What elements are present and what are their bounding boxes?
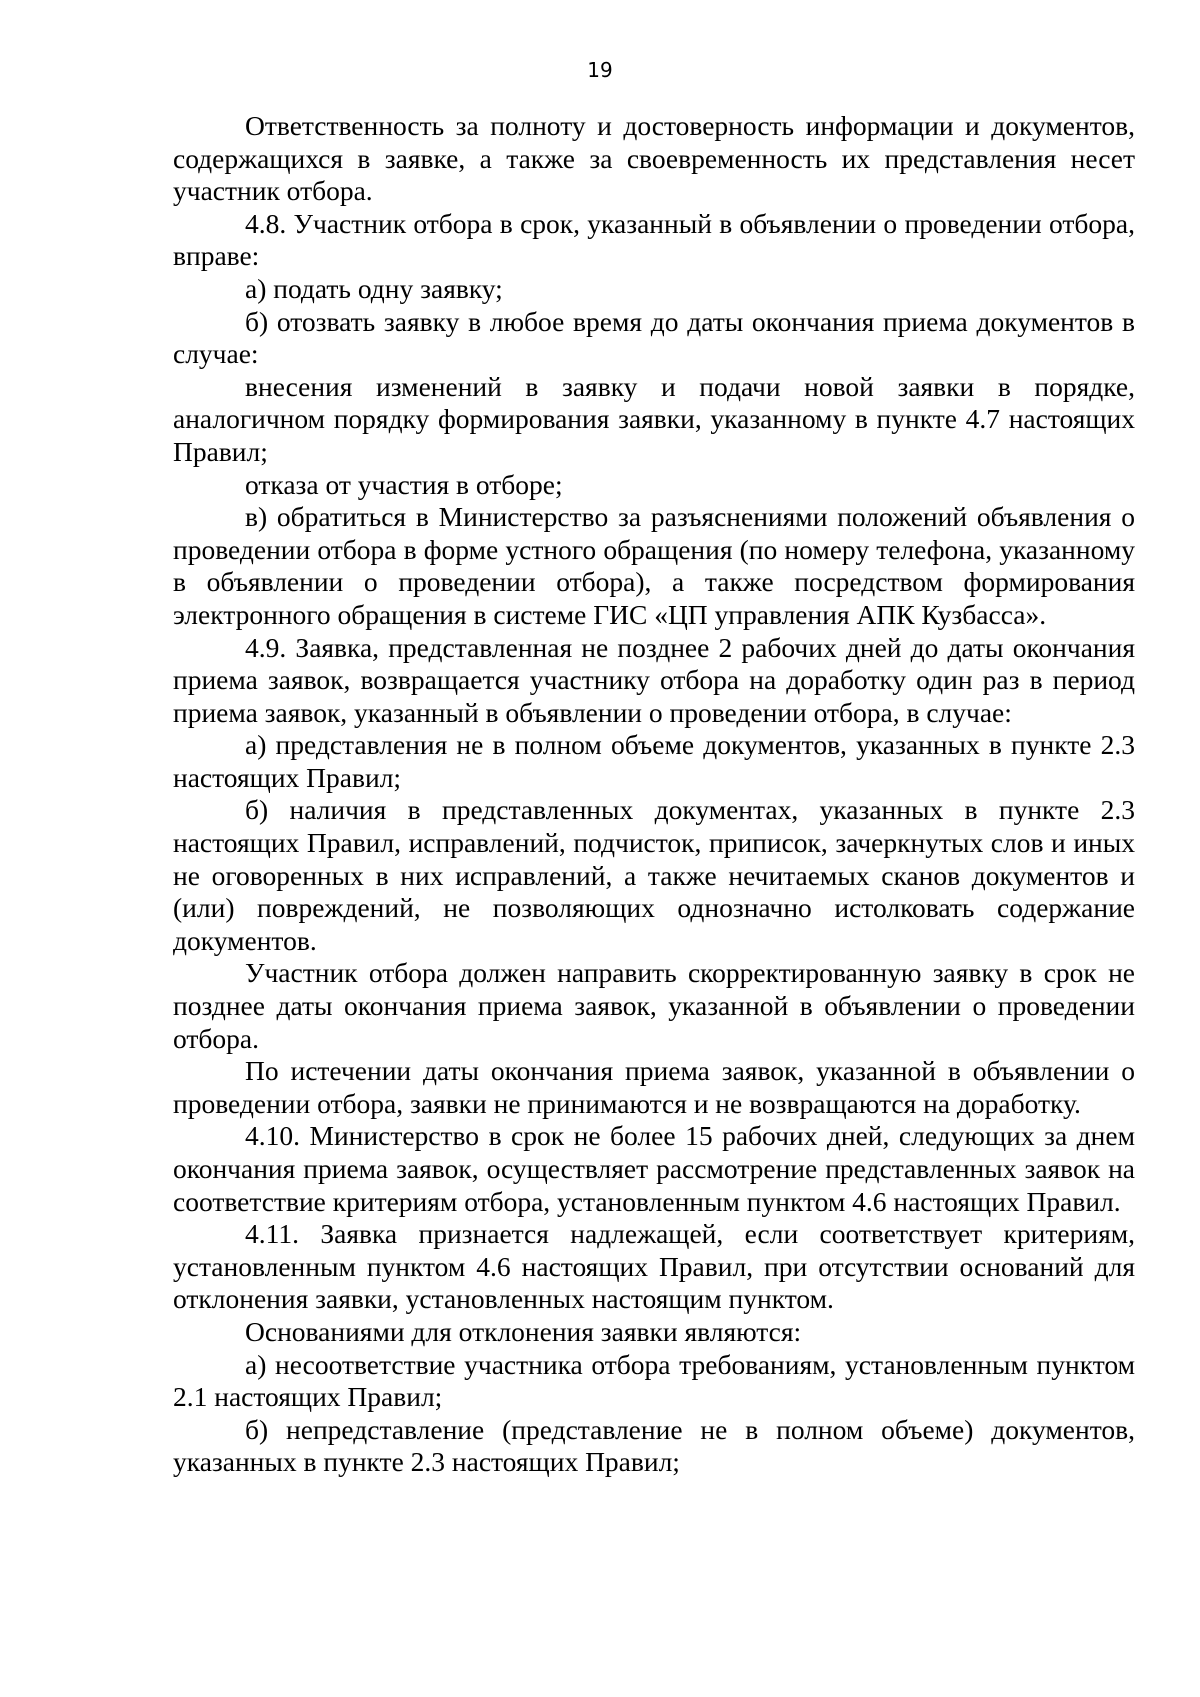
paragraph-4-11: 4.11. Заявка признается надлежащей, если соответствует критериям, установленным пунктом 4.6 настоящих Правил, при отсутствии оснований для отклонения заявки, установленных настоящим пунктом. (173, 1218, 1135, 1315)
paragraph-4-8: 4.8. Участник отбора в срок, указанный в объявлении о проведении отбора, вправе: (173, 207, 1135, 272)
paragraph-4-9-a: а) представления не в полном объеме документов, указанных в пункте 2.3 настоящих Правил; (173, 729, 1135, 793)
paragraph-4-9: 4.9. Заявка, представленная не позднее 2 рабочих дней до даты окончания приема заявок, возвращается участнику отбора на доработку один раз в период приема заявок, указанный в объявлении о проведении отбора, в случае: (173, 631, 1135, 728)
paragraph-4-8-b: б) отозвать заявку в любое время до даты окончания приема документов в случае: (173, 305, 1135, 370)
paragraph-after-deadline: По истечении даты окончания приема заявок, указанной в объявлении о проведении отбора, заявки не принимаются и не возвращаются на доработку. (173, 1055, 1135, 1119)
paragraph-rejection-grounds: Основаниями для отклонения заявки являются: (245, 1315, 802, 1347)
paragraph-rejection-a: а) несоответствие участника отбора требованиям, установленным пунктом 2.1 настоящих Правил; (173, 1348, 1135, 1413)
paragraph-responsibility: Ответственность за полноту и достоверность информации и документов, содержащихся в заявке, а также за своевременность их представления несет участник отбора. (173, 110, 1135, 207)
paragraph-4-8-b-refusal: отказа от участия в отборе; (245, 468, 563, 500)
page-number: 19 (587, 58, 613, 82)
paragraph-rejection-b: б) непредставление (представление не в полном объеме) документов, указанных в пункте 2.3 настоящих Правил; (173, 1413, 1135, 1478)
paragraph-4-8-v: в) обратиться в Министерство за разъяснениями положений объявления о проведении отбора в форме устного обращения (по номеру телефона, указанному в объявлении о проведении отбора), а также посредством формирования электронного обращения в системе ГИС «ЦП управления АПК Кузбасса». (173, 501, 1135, 630)
paragraph-4-8-a: а) подать одну заявку; (245, 272, 503, 304)
paragraph-4-10: 4.10. Министерство в срок не более 15 рабочих дней, следующих за днем окончания приема заявок, осуществляет рассмотрение представленных заявок на соответствие критериям отбора, установленным пунктом 4.6 настоящих Правил. (173, 1120, 1135, 1217)
paragraph-4-8-b-changes: внесения изменений в заявку и подачи новой заявки в порядке, аналогичном порядку формирования заявки, указанному в пункте 4.7 настоящих Правил; (173, 370, 1135, 467)
paragraph-corrected-application: Участник отбора должен направить скорректированную заявку в срок не позднее даты окончания приема заявок, указанной в объявлении о проведении отбора. (173, 957, 1135, 1054)
document-body (173, 110, 1135, 1479)
paragraph-4-9-b: б) наличия в представленных документах, указанных в пункте 2.3 настоящих Правил, исправлений, подчисток, приписок, зачеркнутых слов и иных не оговоренных в них исправлений, а также нечитаемых сканов документов и (или) повреждений, не позволяющих однозначно истолковать содержание документов. (173, 794, 1135, 956)
